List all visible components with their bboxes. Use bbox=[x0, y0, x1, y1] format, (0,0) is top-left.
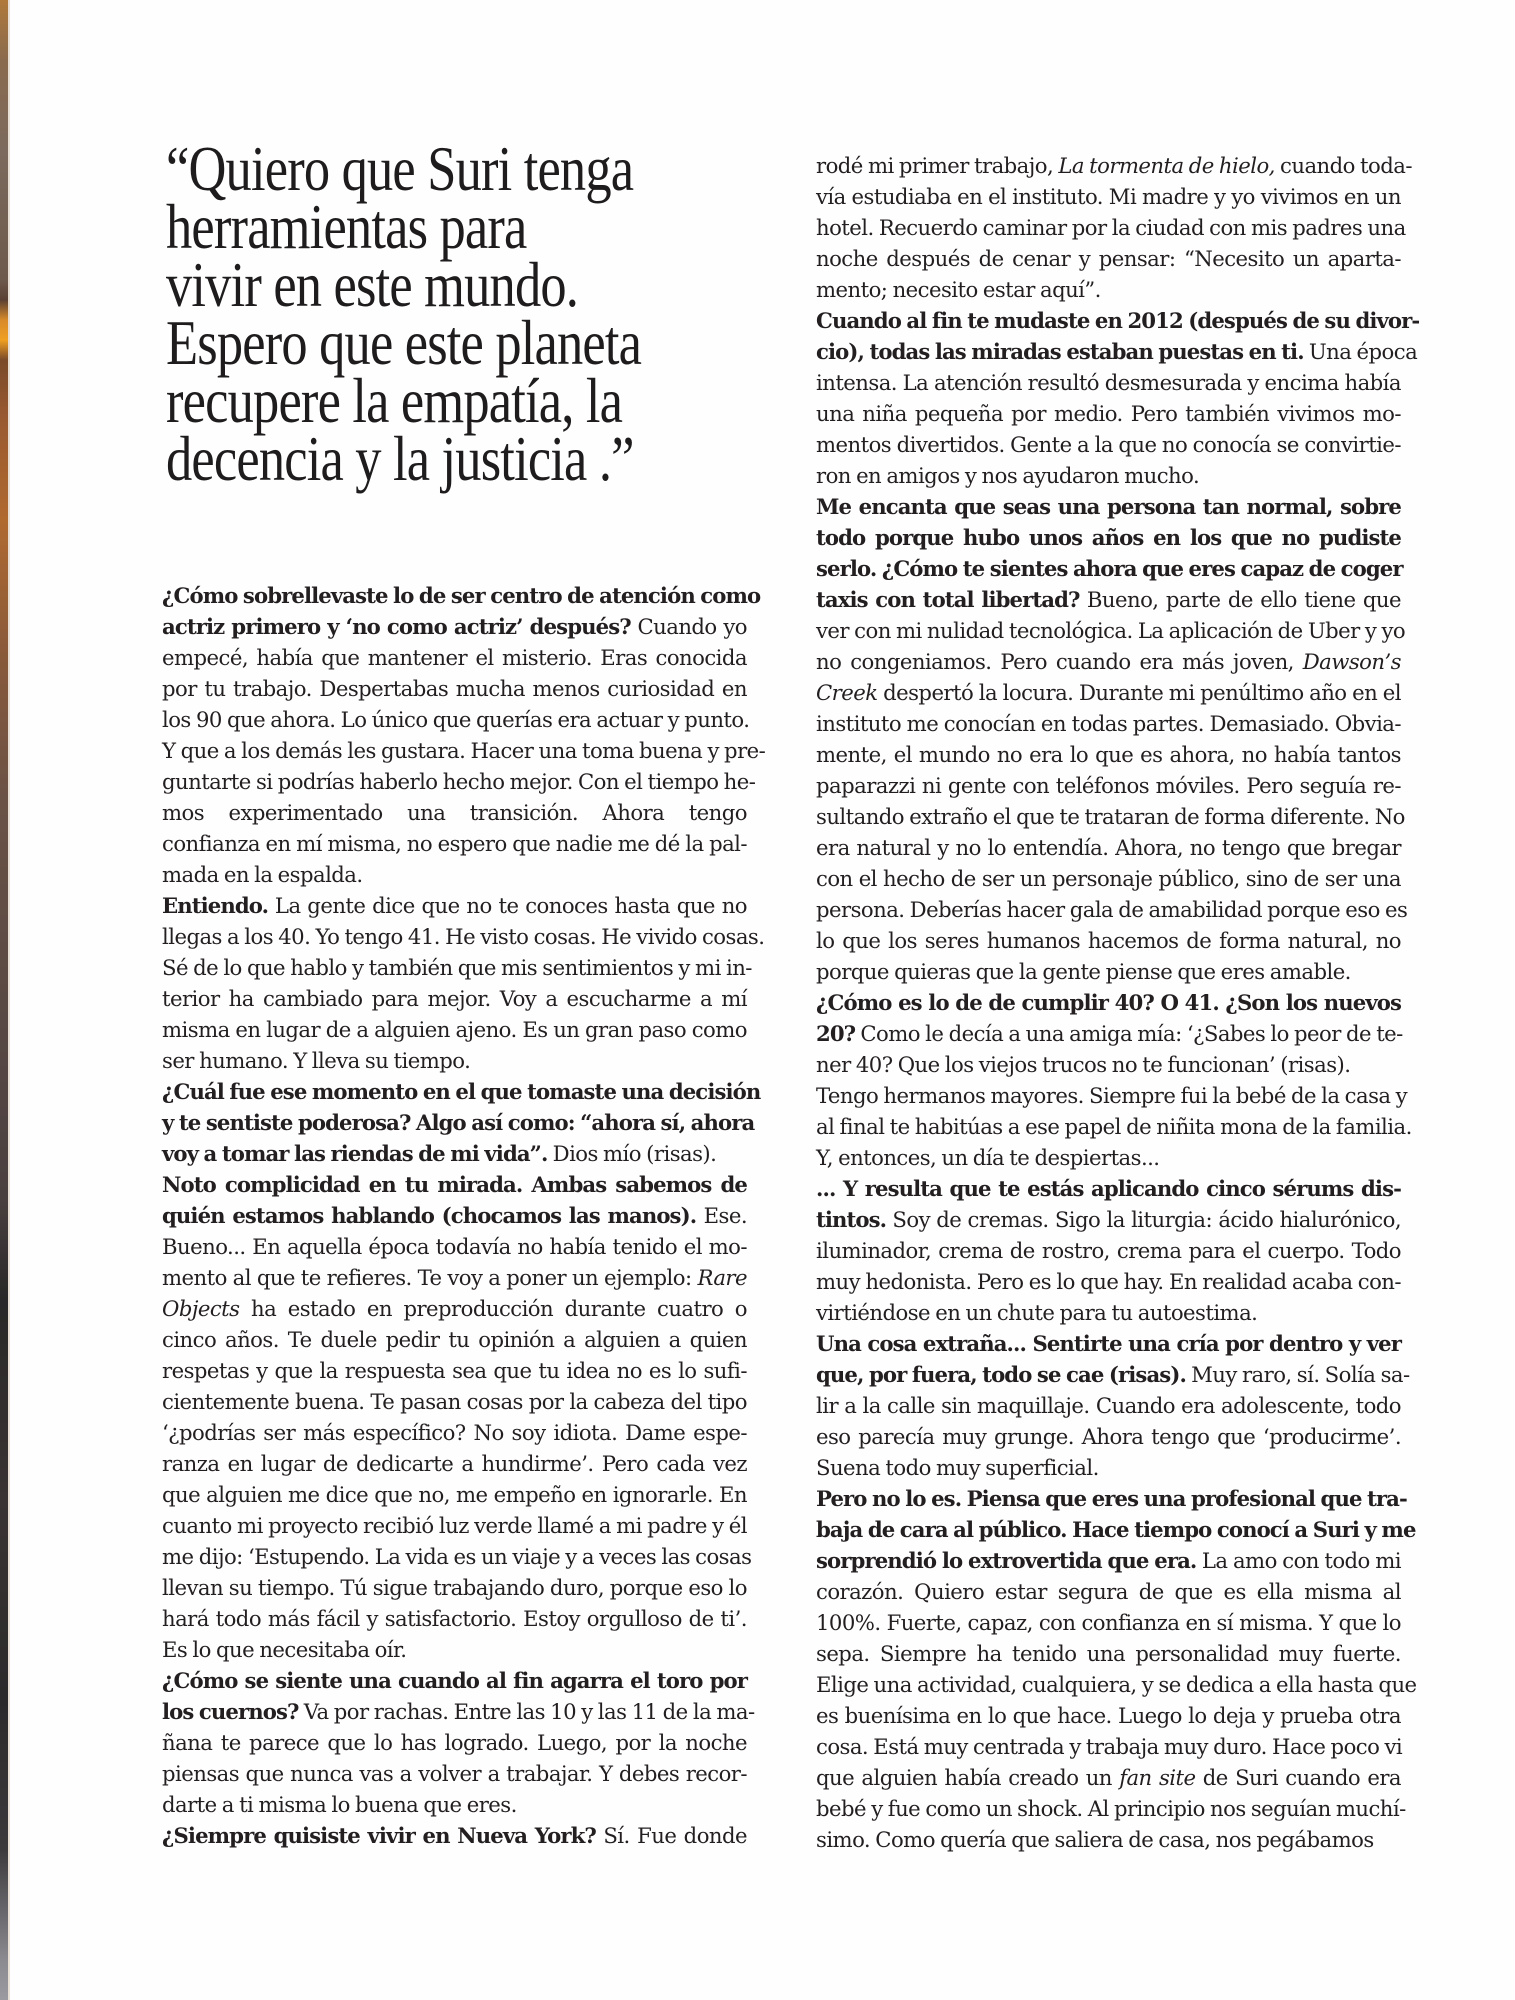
text-line bbox=[162, 1107, 755, 1138]
answer-text: mento al que te refieres. Te voy a poner un ejemplo: bbox=[162, 1265, 698, 1290]
text-line bbox=[162, 921, 765, 952]
answer-text: cinco años. Te duele pedir tu opinión a alguien a quien bbox=[162, 1327, 747, 1352]
pull-quote-line: decencia y la justicia .” bbox=[166, 423, 634, 494]
text-line bbox=[162, 1324, 747, 1355]
text-line bbox=[816, 677, 1401, 708]
text-line bbox=[162, 1231, 747, 1262]
answer-text: era natural y no lo entendía. Ahora, no tengo que bregar bbox=[816, 835, 1401, 860]
text-line bbox=[816, 274, 1401, 305]
answer-text: eso parecía muy grunge. Ahora tengo que ‘producirme’. bbox=[816, 1424, 1401, 1449]
text-line bbox=[162, 1696, 755, 1727]
answer-text: muy hedonista. Pero es lo que hay. En realidad acaba con- bbox=[816, 1269, 1401, 1294]
interviewer-question: taxis con total libertad? bbox=[816, 587, 1080, 612]
answer-text: corazón. Quiero estar segura de que es ella misma al bbox=[816, 1579, 1401, 1604]
interviewer-question: sorprendió lo extrovertida que era. bbox=[816, 1548, 1197, 1573]
answer-text: por tu trabajo. Despertabas mucha menos curiosidad en bbox=[162, 676, 747, 701]
text-line bbox=[162, 1727, 747, 1758]
text-line bbox=[816, 1142, 1401, 1173]
interviewer-question: ¿Siempre quisiste vivir en Nueva York? bbox=[162, 1823, 596, 1848]
answer-text: al final te habitúas a ese papel de niñita mona de la familia. bbox=[816, 1114, 1412, 1139]
text-line bbox=[816, 1359, 1410, 1390]
answer-text: lo que los seres humanos hacemos de forma natural, no bbox=[816, 928, 1401, 953]
text-line bbox=[816, 1576, 1401, 1607]
text-line bbox=[816, 1297, 1401, 1328]
interviewer-question: baja de cara al público. Hace tiempo conocí a Suri y me bbox=[816, 1517, 1416, 1542]
answer-text: Es lo que necesitaba oír. bbox=[162, 1637, 407, 1662]
italic-title: fan site bbox=[1119, 1765, 1196, 1790]
interviewer-question: que, por fuera, todo se cae (risas). bbox=[816, 1362, 1186, 1387]
answer-text: Muy raro, sí. Solía sa- bbox=[1185, 1362, 1410, 1387]
answer-text: ranza en lugar de dedicarte a hundirme’. Pero cada vez bbox=[162, 1451, 747, 1476]
text-line bbox=[162, 1665, 747, 1696]
text-line bbox=[816, 1514, 1416, 1545]
text-line bbox=[816, 1390, 1401, 1421]
answer-text: Elige una actividad, cualquiera, y se dedica a ella hasta que bbox=[816, 1672, 1417, 1697]
answer-text: hará todo más fácil y satisfactorio. Estoy orgulloso de ti’. bbox=[162, 1606, 747, 1631]
text-line bbox=[162, 1634, 747, 1665]
answer-text: ñana te parece que lo has logrado. Luego, por la noche bbox=[162, 1730, 747, 1755]
text-line bbox=[162, 797, 747, 828]
text-line bbox=[816, 150, 1412, 181]
interviewer-question: Entiendo. bbox=[162, 893, 269, 918]
answer-text: Cuando yo bbox=[630, 614, 747, 639]
interviewer-question: quién estamos hablando (chocamos las manos). bbox=[162, 1203, 697, 1228]
answer-text: despertó la locura. Durante mi penúltimo año en el bbox=[877, 680, 1401, 705]
interviewer-question: tintos. bbox=[816, 1207, 887, 1232]
italic-title: La tormenta de hielo, bbox=[1058, 153, 1275, 178]
answer-text: simo. Como quería que saliera de casa, nos pegábamos bbox=[816, 1827, 1374, 1852]
answer-text: mos experimentado una transición. Ahora tengo bbox=[162, 800, 747, 825]
text-line bbox=[816, 925, 1401, 956]
interviewer-question: Me encanta que seas una persona tan normal, sobre bbox=[816, 494, 1401, 519]
photo-edge-strip bbox=[0, 0, 8, 2000]
interviewer-question: ¿Cómo se siente una cuando al fin agarra el toro por bbox=[162, 1668, 747, 1693]
answer-text: Y que a los demás les gustara. Hacer una toma buena y pre- bbox=[162, 738, 766, 763]
text-line bbox=[816, 1235, 1401, 1266]
text-line bbox=[816, 1700, 1401, 1731]
text-line bbox=[816, 1328, 1401, 1359]
text-line bbox=[816, 987, 1401, 1018]
interview-column-left bbox=[162, 580, 766, 1851]
interviewer-question: voy a tomar las riendas de mi vida”. bbox=[162, 1141, 548, 1166]
text-line bbox=[816, 212, 1406, 243]
interviewer-question: Pero no lo es. Piensa que eres una profesional que tra- bbox=[816, 1486, 1407, 1511]
answer-text: de Suri cuando era bbox=[1195, 1765, 1401, 1790]
answer-text: llegas a los 40. Yo tengo 41. He visto cosas. He vivido cosas. bbox=[162, 924, 765, 949]
answer-text: guntarte si podrías haberlo hecho mejor. Con el tiempo he- bbox=[162, 769, 756, 794]
interviewer-question: cio), todas las miradas estaban puestas en ti. bbox=[816, 339, 1304, 364]
text-line bbox=[162, 890, 747, 921]
text-line bbox=[816, 1824, 1401, 1855]
interviewer-question: los cuernos? bbox=[162, 1699, 299, 1724]
text-line bbox=[816, 460, 1401, 491]
text-line bbox=[162, 828, 747, 859]
answer-text: intensa. La atención resultó desmesurada y encima había bbox=[816, 370, 1401, 395]
interviewer-question: y te sentiste poderosa? Algo así como: “ahora sí, ahora bbox=[162, 1110, 755, 1135]
text-line bbox=[816, 553, 1401, 584]
text-line bbox=[162, 1572, 747, 1603]
text-line bbox=[816, 305, 1420, 336]
answer-text: La gente dice que no te conoces hasta que no bbox=[268, 893, 747, 918]
text-line bbox=[816, 1545, 1401, 1576]
text-line bbox=[816, 584, 1401, 615]
text-line bbox=[162, 1479, 747, 1510]
interviewer-question: 20? bbox=[816, 1021, 856, 1046]
text-line bbox=[816, 1204, 1401, 1235]
text-line bbox=[816, 1266, 1401, 1297]
answer-text: que alguien había creado un bbox=[816, 1765, 1120, 1790]
text-line bbox=[816, 243, 1401, 274]
answer-text: hotel. Recuerdo caminar por la ciudad con mis padres una bbox=[816, 215, 1406, 240]
text-line bbox=[162, 1045, 747, 1076]
text-line bbox=[816, 181, 1401, 212]
answer-text: instituto me conocían en todas partes. Demasiado. Obvia- bbox=[816, 711, 1401, 736]
answer-text: ‘¿podrías ser más específico? No soy idiota. Dame espe- bbox=[162, 1420, 747, 1445]
answer-text: La amo con todo mi bbox=[1196, 1548, 1401, 1573]
text-line bbox=[162, 1138, 747, 1169]
interviewer-question: ... Y resulta que te estás aplicando cinco sérums dis- bbox=[816, 1176, 1401, 1201]
text-line bbox=[816, 336, 1418, 367]
answer-text: sultando extraño el que te trataran de forma diferente. No bbox=[816, 804, 1405, 829]
answer-text: Sí. Fue donde bbox=[595, 1823, 747, 1848]
interviewer-question: actriz primero y ‘no como actriz’ después? bbox=[162, 614, 631, 639]
text-line bbox=[162, 859, 747, 890]
answer-text: Y, entonces, un día te despiertas... bbox=[816, 1145, 1160, 1170]
text-line bbox=[162, 1386, 747, 1417]
text-line bbox=[816, 739, 1401, 770]
answer-text: cosa. Está muy centrada y trabaja muy duro. Hace poco vi bbox=[816, 1734, 1403, 1759]
pull-quote-line: recupere la empatía, la bbox=[166, 365, 623, 436]
interviewer-question: ¿Cómo sobrellevaste lo de ser centro de atención como bbox=[162, 583, 761, 608]
text-line bbox=[816, 1111, 1412, 1142]
interview-column-right bbox=[816, 150, 1420, 1855]
text-line bbox=[816, 956, 1401, 987]
pull-quote bbox=[166, 133, 786, 494]
pull-quote-line: “Quiero que Suri tenga bbox=[166, 133, 634, 204]
answer-text: ha estado en preproducción durante cuatro o bbox=[239, 1296, 747, 1321]
text-line bbox=[816, 1173, 1401, 1204]
text-line bbox=[816, 1452, 1401, 1483]
answer-text: mada en la espalda. bbox=[162, 862, 363, 887]
interviewer-question: ¿Cómo es lo de de cumplir 40? O 41. ¿Son los nuevos bbox=[816, 990, 1401, 1015]
italic-title: Objects bbox=[162, 1296, 240, 1321]
answer-text: con el hecho de ser un personaje público, sino de ser una bbox=[816, 866, 1401, 891]
answer-text: empecé, había que mantener el misterio. Eras conocida bbox=[162, 645, 747, 670]
answer-text: lir a la calle sin maquillaje. Cuando era adolescente, todo bbox=[816, 1393, 1401, 1418]
answer-text: darte a ti misma lo buena que eres. bbox=[162, 1792, 517, 1817]
interviewer-question: Noto complicidad en tu mirada. Ambas sabemos de bbox=[162, 1172, 747, 1197]
answer-text: Como le decía a una amiga mía: ‘¿Sabes lo peor de te- bbox=[855, 1021, 1403, 1046]
text-line bbox=[816, 1638, 1401, 1669]
answer-text: vía estudiaba en el instituto. Mi madre y yo vivimos en un bbox=[816, 184, 1401, 209]
text-line bbox=[816, 1731, 1401, 1762]
answer-text: es buenísima en lo que hace. Luego lo deja y prueba otra bbox=[816, 1703, 1401, 1728]
answer-text: una niña pequeña por medio. Pero también vivimos mo- bbox=[816, 401, 1401, 426]
text-line bbox=[162, 1293, 747, 1324]
text-line bbox=[162, 1603, 747, 1634]
text-line bbox=[816, 1607, 1401, 1638]
text-line bbox=[816, 894, 1408, 925]
answer-text: terior ha cambiado para mejor. Voy a escucharme a mí bbox=[162, 986, 747, 1011]
text-line bbox=[162, 952, 752, 983]
answer-text: persona. Deberías hacer gala de amabilidad porque eso es bbox=[816, 897, 1408, 922]
text-line bbox=[162, 1262, 747, 1293]
text-line bbox=[816, 770, 1401, 801]
text-line bbox=[162, 642, 747, 673]
text-line bbox=[162, 766, 756, 797]
text-line bbox=[162, 673, 747, 704]
text-line bbox=[162, 1758, 747, 1789]
text-line bbox=[816, 398, 1401, 429]
photo-border bbox=[8, 0, 10, 2000]
answer-text: iluminador, crema de rostro, crema para el cuerpo. Todo bbox=[816, 1238, 1401, 1263]
answer-text: los 90 que ahora. Lo único que querías era actuar y punto. bbox=[162, 707, 750, 732]
text-line bbox=[816, 863, 1401, 894]
text-line bbox=[816, 522, 1401, 553]
text-line bbox=[162, 983, 747, 1014]
text-line bbox=[162, 1417, 747, 1448]
answer-text: cientemente buena. Te pasan cosas por la cabeza del tipo bbox=[162, 1389, 747, 1414]
answer-text: Bueno, parte de ello tiene que bbox=[1079, 587, 1401, 612]
answer-text: sepa. Siempre ha tenido una personalidad muy fuerte. bbox=[816, 1641, 1401, 1666]
answer-text: cuando toda- bbox=[1274, 153, 1412, 178]
answer-text: misma en lugar de a alguien ajeno. Es un gran paso como bbox=[162, 1017, 747, 1042]
interviewer-question: todo porque hubo unos años en los que no pudiste bbox=[816, 525, 1401, 550]
answer-text: bebé y fue como un shock. Al principio nos seguían muchí- bbox=[816, 1796, 1406, 1821]
text-line bbox=[816, 1080, 1408, 1111]
text-line bbox=[816, 1049, 1401, 1080]
pull-quote-line: herramientas para bbox=[166, 191, 527, 262]
answer-text: Suena todo muy superficial. bbox=[816, 1455, 1099, 1480]
text-line bbox=[162, 704, 750, 735]
answer-text: Ese. bbox=[696, 1203, 747, 1228]
answer-text: Dios mío (risas). bbox=[547, 1141, 717, 1166]
text-line bbox=[162, 1541, 752, 1572]
answer-text: ver con mi nulidad tecnológica. La aplicación de Uber y yo bbox=[816, 618, 1406, 643]
text-line bbox=[162, 735, 766, 766]
text-line bbox=[816, 367, 1401, 398]
italic-title: Dawson’s bbox=[1302, 649, 1401, 674]
pull-quote-line: vivir en este mundo. bbox=[166, 249, 579, 320]
answer-text: ron en amigos y nos ayudaron mucho. bbox=[816, 463, 1200, 488]
answer-text: rodé mi primer trabajo, bbox=[816, 153, 1059, 178]
answer-text: Sé de lo que hablo y también que mis sentimientos y mi in- bbox=[162, 955, 752, 980]
answer-text: piensas que nunca vas a volver a trabajar. Y debes recor- bbox=[162, 1761, 747, 1786]
text-line bbox=[162, 1820, 747, 1851]
text-line bbox=[816, 1483, 1407, 1514]
answer-text: Una época bbox=[1303, 339, 1418, 364]
text-line bbox=[162, 1169, 747, 1200]
answer-text: ser humano. Y lleva su tiempo. bbox=[162, 1048, 471, 1073]
text-line bbox=[162, 1448, 747, 1479]
text-line bbox=[816, 1421, 1401, 1452]
text-line bbox=[816, 801, 1405, 832]
answer-text: mento; necesito estar aquí”. bbox=[816, 277, 1101, 302]
answer-text: noche después de cenar y pensar: “Necesito un aparta- bbox=[816, 246, 1401, 271]
answer-text: ner 40? Que los viejos trucos no te funcionan’ (risas). bbox=[816, 1052, 1351, 1077]
answer-text: virtiéndose en un chute para tu autoestima. bbox=[816, 1300, 1258, 1325]
answer-text: llevan su tiempo. Tú sigue trabajando duro, porque eso lo bbox=[162, 1575, 747, 1600]
text-line bbox=[816, 832, 1401, 863]
answer-text: paparazzi ni gente con teléfonos móviles. Pero seguía re- bbox=[816, 773, 1401, 798]
interviewer-question: ¿Cuál fue ese momento en el que tomaste una decisión bbox=[162, 1079, 761, 1104]
text-line bbox=[816, 708, 1401, 739]
interviewer-question: Cuando al fin te mudaste en 2012 (después de su divor- bbox=[816, 308, 1420, 333]
answer-text: que alguien me dice que no, me empeño en ignorarle. En bbox=[162, 1482, 747, 1507]
answer-text: mentos divertidos. Gente a la que no conocía se convirtie- bbox=[816, 432, 1401, 457]
interviewer-question: serlo. ¿Cómo te sientes ahora que eres capaz de coger bbox=[816, 556, 1403, 581]
text-line bbox=[162, 580, 761, 611]
answer-text: confianza en mí misma, no espero que nadie me dé la pal- bbox=[162, 831, 747, 856]
text-line bbox=[162, 1076, 761, 1107]
text-line bbox=[162, 1510, 747, 1541]
text-line bbox=[816, 1669, 1417, 1700]
text-line bbox=[816, 615, 1406, 646]
answer-text: mente, el mundo no era lo que es ahora, no había tantos bbox=[816, 742, 1401, 767]
text-line bbox=[816, 1018, 1401, 1049]
answer-text: Tengo hermanos mayores. Siempre fui la bebé de la casa y bbox=[816, 1083, 1408, 1108]
pull-quote-line: Espero que este planeta bbox=[166, 307, 642, 378]
answer-text: respetas y que la respuesta sea que tu idea no es lo sufi- bbox=[162, 1358, 747, 1383]
text-line bbox=[816, 491, 1401, 522]
text-line bbox=[162, 1789, 747, 1820]
text-line bbox=[162, 1355, 747, 1386]
answer-text: 100%. Fuerte, capaz, con confianza en sí misma. Y que lo bbox=[816, 1610, 1401, 1635]
text-line bbox=[816, 1762, 1401, 1793]
interviewer-question: Una cosa extraña... Sentirte una cría por dentro y ver bbox=[816, 1331, 1401, 1356]
answer-text: me dijo: ‘Estupendo. La vida es un viaje y a veces las cosas bbox=[162, 1544, 752, 1569]
answer-text: cuanto mi proyecto recibió luz verde llamé a mi padre y él bbox=[162, 1513, 747, 1538]
text-line bbox=[162, 611, 747, 642]
text-line bbox=[816, 646, 1401, 677]
answer-text: porque quieras que la gente piense que eres amable. bbox=[816, 959, 1351, 984]
italic-title: Rare bbox=[697, 1265, 747, 1290]
answer-text: Soy de cremas. Sigo la liturgia: ácido hialurónico, bbox=[886, 1207, 1401, 1232]
answer-text: Bueno... En aquella época todavía no había tenido el mo- bbox=[162, 1234, 747, 1259]
text-line bbox=[816, 1793, 1406, 1824]
answer-text: no congeniamos. Pero cuando era más joven, bbox=[816, 649, 1303, 674]
text-line bbox=[816, 429, 1401, 460]
answer-text: Va por rachas. Entre las 10 y las 11 de la ma- bbox=[298, 1699, 755, 1724]
text-line bbox=[162, 1014, 747, 1045]
text-line bbox=[162, 1200, 747, 1231]
italic-title: Creek bbox=[816, 680, 878, 705]
